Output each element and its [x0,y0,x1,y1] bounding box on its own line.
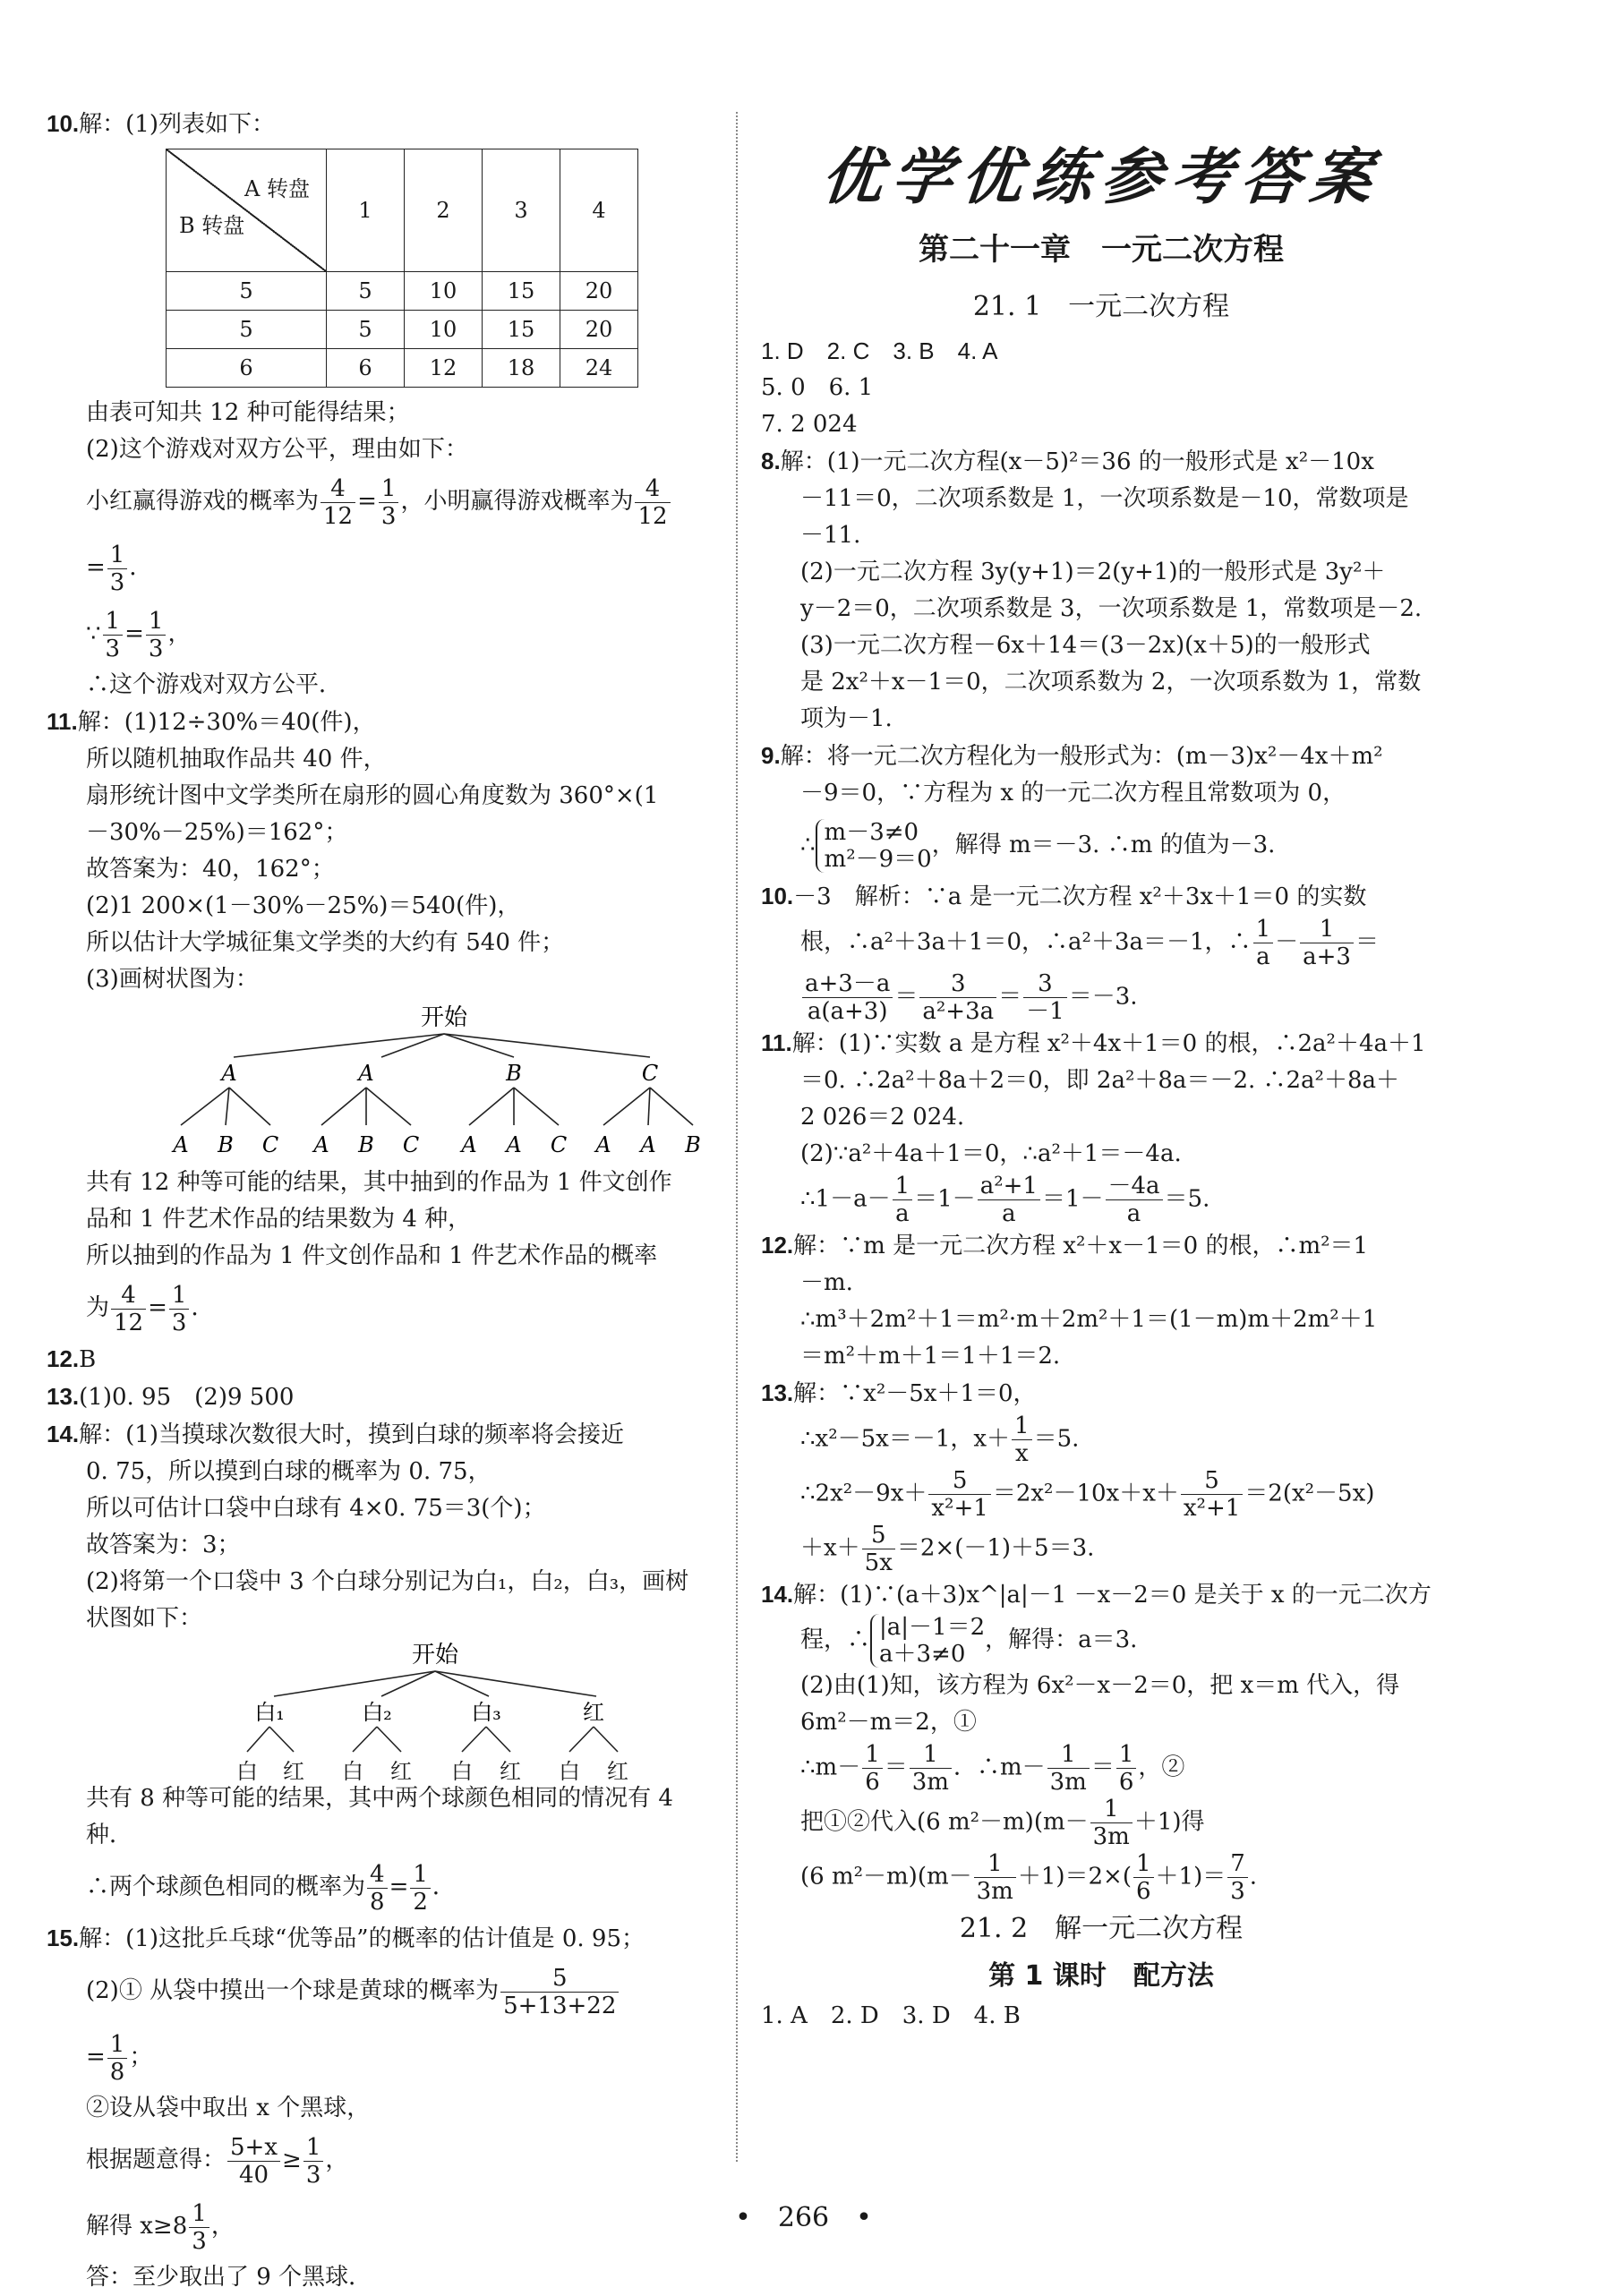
chapter-title: 第二十一章 一元二次方程 [919,232,1284,268]
tree-leaf: B [218,1132,234,1157]
right-question-14: 14.解：(1)∵(a＋3)x^|a|－1 －x－2＝0 是关于 x 的一元二次方 程，∴ |a|－1＝2 a＋3≠0 ，解得：a＝3. (2)由(1)知，该方程为 6x²－x－2＝0，把 x＝m 代入，得 6m²－m＝2，① ∴m－ $\frac{1}{6}$ ＝ $\frac{1}{3m}$ ．∴m－ $\frac{1}{3m}$ ＝ $\frac{1}{6}$ ，② 把①②代入(6 m²－m)(m－ $\frac{1}{3m}$ ＋1)得 (6 m²－m)(m－ $\frac{1}{3m}$ ＋1)＝2×( $\frac{1}{6}$ ＋1)＝ $\frac{7}{3}$ . [761,1581,1432,1905]
question-number: 10. [47,110,80,137]
question-14: 14.解：(1)当摸球次数很大时，摸到白球的频率将会接近 0. 75，所以摸到白球的概率为 0. 75， 所以可估计口袋中白球有 4×0. 75＝3(个)； 故答案为：3； (2)将第一个口袋中 3 个白球分别记为白₁，白₂，白₃，画树 状图如下： 开始 白₁ 白₂ 白₃ 红 白 红 白 红 白 红 白 红 共有 8 种等可能的结果，其中两个球颜色相同的情况有 4 种． ∴两个球颜色相同的概率为 $\frac{4}{8}$ = $\frac{1}{2}$ ． [47,1416,714,1920]
tree-leaf: A [506,1132,522,1157]
svg-text:开始: 开始 [411,1642,459,1669]
section-title: 21. 1 一元二次方程 [972,291,1230,322]
right-question-13: 13.解：∵x²－5x＋1＝0， ∴x²－5x＝－1，x＋ $\frac{1}{x}$ ＝5. ∴2x²－9x＋ $\frac{5}{\text{x²+1}}$ ＝2x²－10x＋x＋ $\frac{5}{\text{x²+1}}$ ＝2(x²－5x) ＋x＋ $\frac{5}{5x}$ ＝2×(－1)＋5＝3. [761,1379,1375,1576]
table-header-cell: 4 [560,149,638,272]
tree-leaf: A [595,1132,611,1157]
question-12: 12.B [47,1345,97,1373]
question-11: 11.解：(1)12÷30%＝40(件)， 所以随机抽取作品共 40 件， 扇形统计图中文学类所在扇形的圆心角度数为 360°×(1 －30%－25%)＝162°； 故答案为：40，162°； (2)1 200×(1－30%－25%)＝540(件)， 所以估计大学城征集文学类的大约有 540 件； (3)画树状图为： 开始 A A B C A B C A B C A A C A A B 共有 12 种等可能的结果，其中抽到的作品为 1 件文创作 品和 1 件艺术作品的结果数为 4 种， 所以抽到的作品为 1 件文创作品和 1 件艺术作品的概率 为 $\frac{4}{12}$ = $\frac{1}{3}$ ． [47,704,714,1341]
answers-1-4: 1. D 2. C 3. B 4. A [761,337,998,364]
right-question-8: 8.解：(1)一元二次方程(x－5)²＝36 的一般形式是 x²－10x －11＝0，二次项系数是 1，一次项系数是－10，常数项是 －11. (2)一元二次方程 3y(y+1)＝2(y+1)的一般形式是 3y²＋ y－2＝0，二次项系数是 3，一次项系数是 1，常数项是－2. (3)一元二次方程－6x＋14＝(3－2x)(x＋5)的一般形式 是 2x²＋x－1＝0，二次项系数为 2，一次项系数为 1，常数 项为－1. [761,448,1423,732]
tree-leaf: B [358,1132,374,1157]
tree-node: B [506,1061,522,1086]
right-column [761,106,1441,2035]
tree-leaf: A [173,1132,189,1157]
lesson-title: 第 1 课时 配方法 [988,1960,1214,1992]
table-row: 6 6 12 18 24 [167,349,638,388]
table-row: 5 5 10 15 20 [167,311,638,349]
svg-text:白₂: 白₂ [362,1700,392,1725]
answer-7: 7. 2 024 [761,411,858,438]
tree-leaf: A [640,1132,656,1157]
question-number: 11. [47,708,78,735]
left-column [47,106,714,2296]
probability-table [166,149,638,388]
tree-leaf: C [402,1132,420,1157]
svg-text:白₃: 白₃ [471,1700,501,1725]
tree-leaf: A [461,1132,477,1157]
tree-leaf: C [550,1132,568,1157]
right-question-11: 11.解：(1)∵实数 a 是方程 x²＋4x＋1＝0 的根，∴2a²＋4a＋1 ＝0. ∴2a²＋8a＋2＝0，即 2a²＋8a＝－2. ∴2a²＋8a＋ 2 026＝2 024. (2)∵a²＋4a＋1＝0，∴a²＋1＝－4a. ∴1－a－ $\frac{1}{a}$ ＝1－ $\frac{\text{a²+1}}{a}$ ＝1－ $\frac{-4a}{a}$ ＝5. [761,1029,1426,1227]
table-header-cell: 2 [405,149,483,272]
table-row: 5 5 10 15 20 [167,272,638,311]
right-question-10: 10.－3 解析：∵a 是一元二次方程 x²＋3x＋1＝0 的实数 根，∴a²＋3a＋1＝0，∴a²＋3a＝－1，∴ $\frac{1}{a}$ － $\frac{1}{a+3}$ ＝ $\frac{a+3-a}{a(a+3)}$ ＝ $\frac{3}{\text{a²+3a}}$ ＝ $\frac{3}{-1}$ ＝－3. [761,883,1379,1025]
right-question-12: 12.解：∵m 是一元二次方程 x²＋x－1＝0 的根，∴m²＝1 －m. ∴m³＋2m²＋1＝m²·m＋2m²＋1＝(1－m)m＋2m²＋1 ＝m²＋m＋1＝1＋1＝2. [761,1232,1378,1370]
right-question-9: 9.解：将一元二次方程化为一般形式为：(m－3)x²－4x＋m² －9＝0，∵方程为 x 的一元二次方程且常数项为 0， ∴ m－3≠0 m²－9＝0 ，解得 m＝－3. ∴m 的值为－3. [761,742,1383,873]
tree-diagram-2 [86,1637,713,1771]
table-header-cell: 1 [327,149,405,272]
answers-lesson-1: 1. A 2. D 3. D 4. B [761,2002,1021,2029]
column-divider [736,112,738,2162]
table-corner-cell: A 转盘 B 转盘 [167,149,327,272]
tree-2-leaves: 白 红 白 红 白 红 白 红 [236,1759,628,1784]
question-15: 15.解：(1)这批乒乓球“优等品”的概率的估计值是 0. 95； (2)① 从袋中摸出一个球是黄球的概率为 $\frac{5}{5+13+22}$ = $\frac{1}{8}$ ； ②设从袋中取出 x 个黑球， 根据题意得： $\frac{5+x}{40}$ ≥ $\frac{1}{3}$ ， 解得 x≥8 $\frac{1}{3}$ ， 答：至少取出了 9 个黑球． [47,1925,645,2291]
tree-node: A [358,1061,374,1086]
tree-leaf: C [261,1132,279,1157]
answers-5-6: 5. 0 6. 1 [761,374,874,401]
section-title-2: 21. 2 解一元二次方程 [959,1913,1244,1944]
tree-diagram-1 [86,998,713,1165]
question-13: 13.(1)0. 95 (2)9 500 [47,1383,295,1411]
question-10: 10.解：(1)列表如下： A 转盘 B 转盘 1 2 3 4 5 5 10 15 20 5 5 10 15 20 6 6 12 18 24 由表可知共 12 种可能得结果； (2)这个游戏对双方公平，理由如下： 小红赢得游戏的概率为 $\frac{4}{12}$ = $\frac{1}{3}$ ，小明赢得游戏概率为 $\frac{4}{12}$ = $\frac{1}{3}$ ． ∵ $\frac{1}{3}$ = $\frac{1}{3}$ ， ∴这个游戏对双方公平． [47,106,714,704]
tree-leaf: B [685,1132,701,1157]
tree-leaf: A [313,1132,329,1157]
tree-node: A [221,1061,237,1086]
tree-node: C [641,1061,659,1086]
page-number: • 266 • [735,2202,872,2233]
svg-text:白₁: 白₁ [254,1700,285,1725]
svg-text:红: 红 [583,1700,604,1725]
page-title: 优学优练参考答案 [817,141,1385,213]
tree-root: 开始 [420,1004,468,1031]
table-header-cell: 3 [483,149,560,272]
